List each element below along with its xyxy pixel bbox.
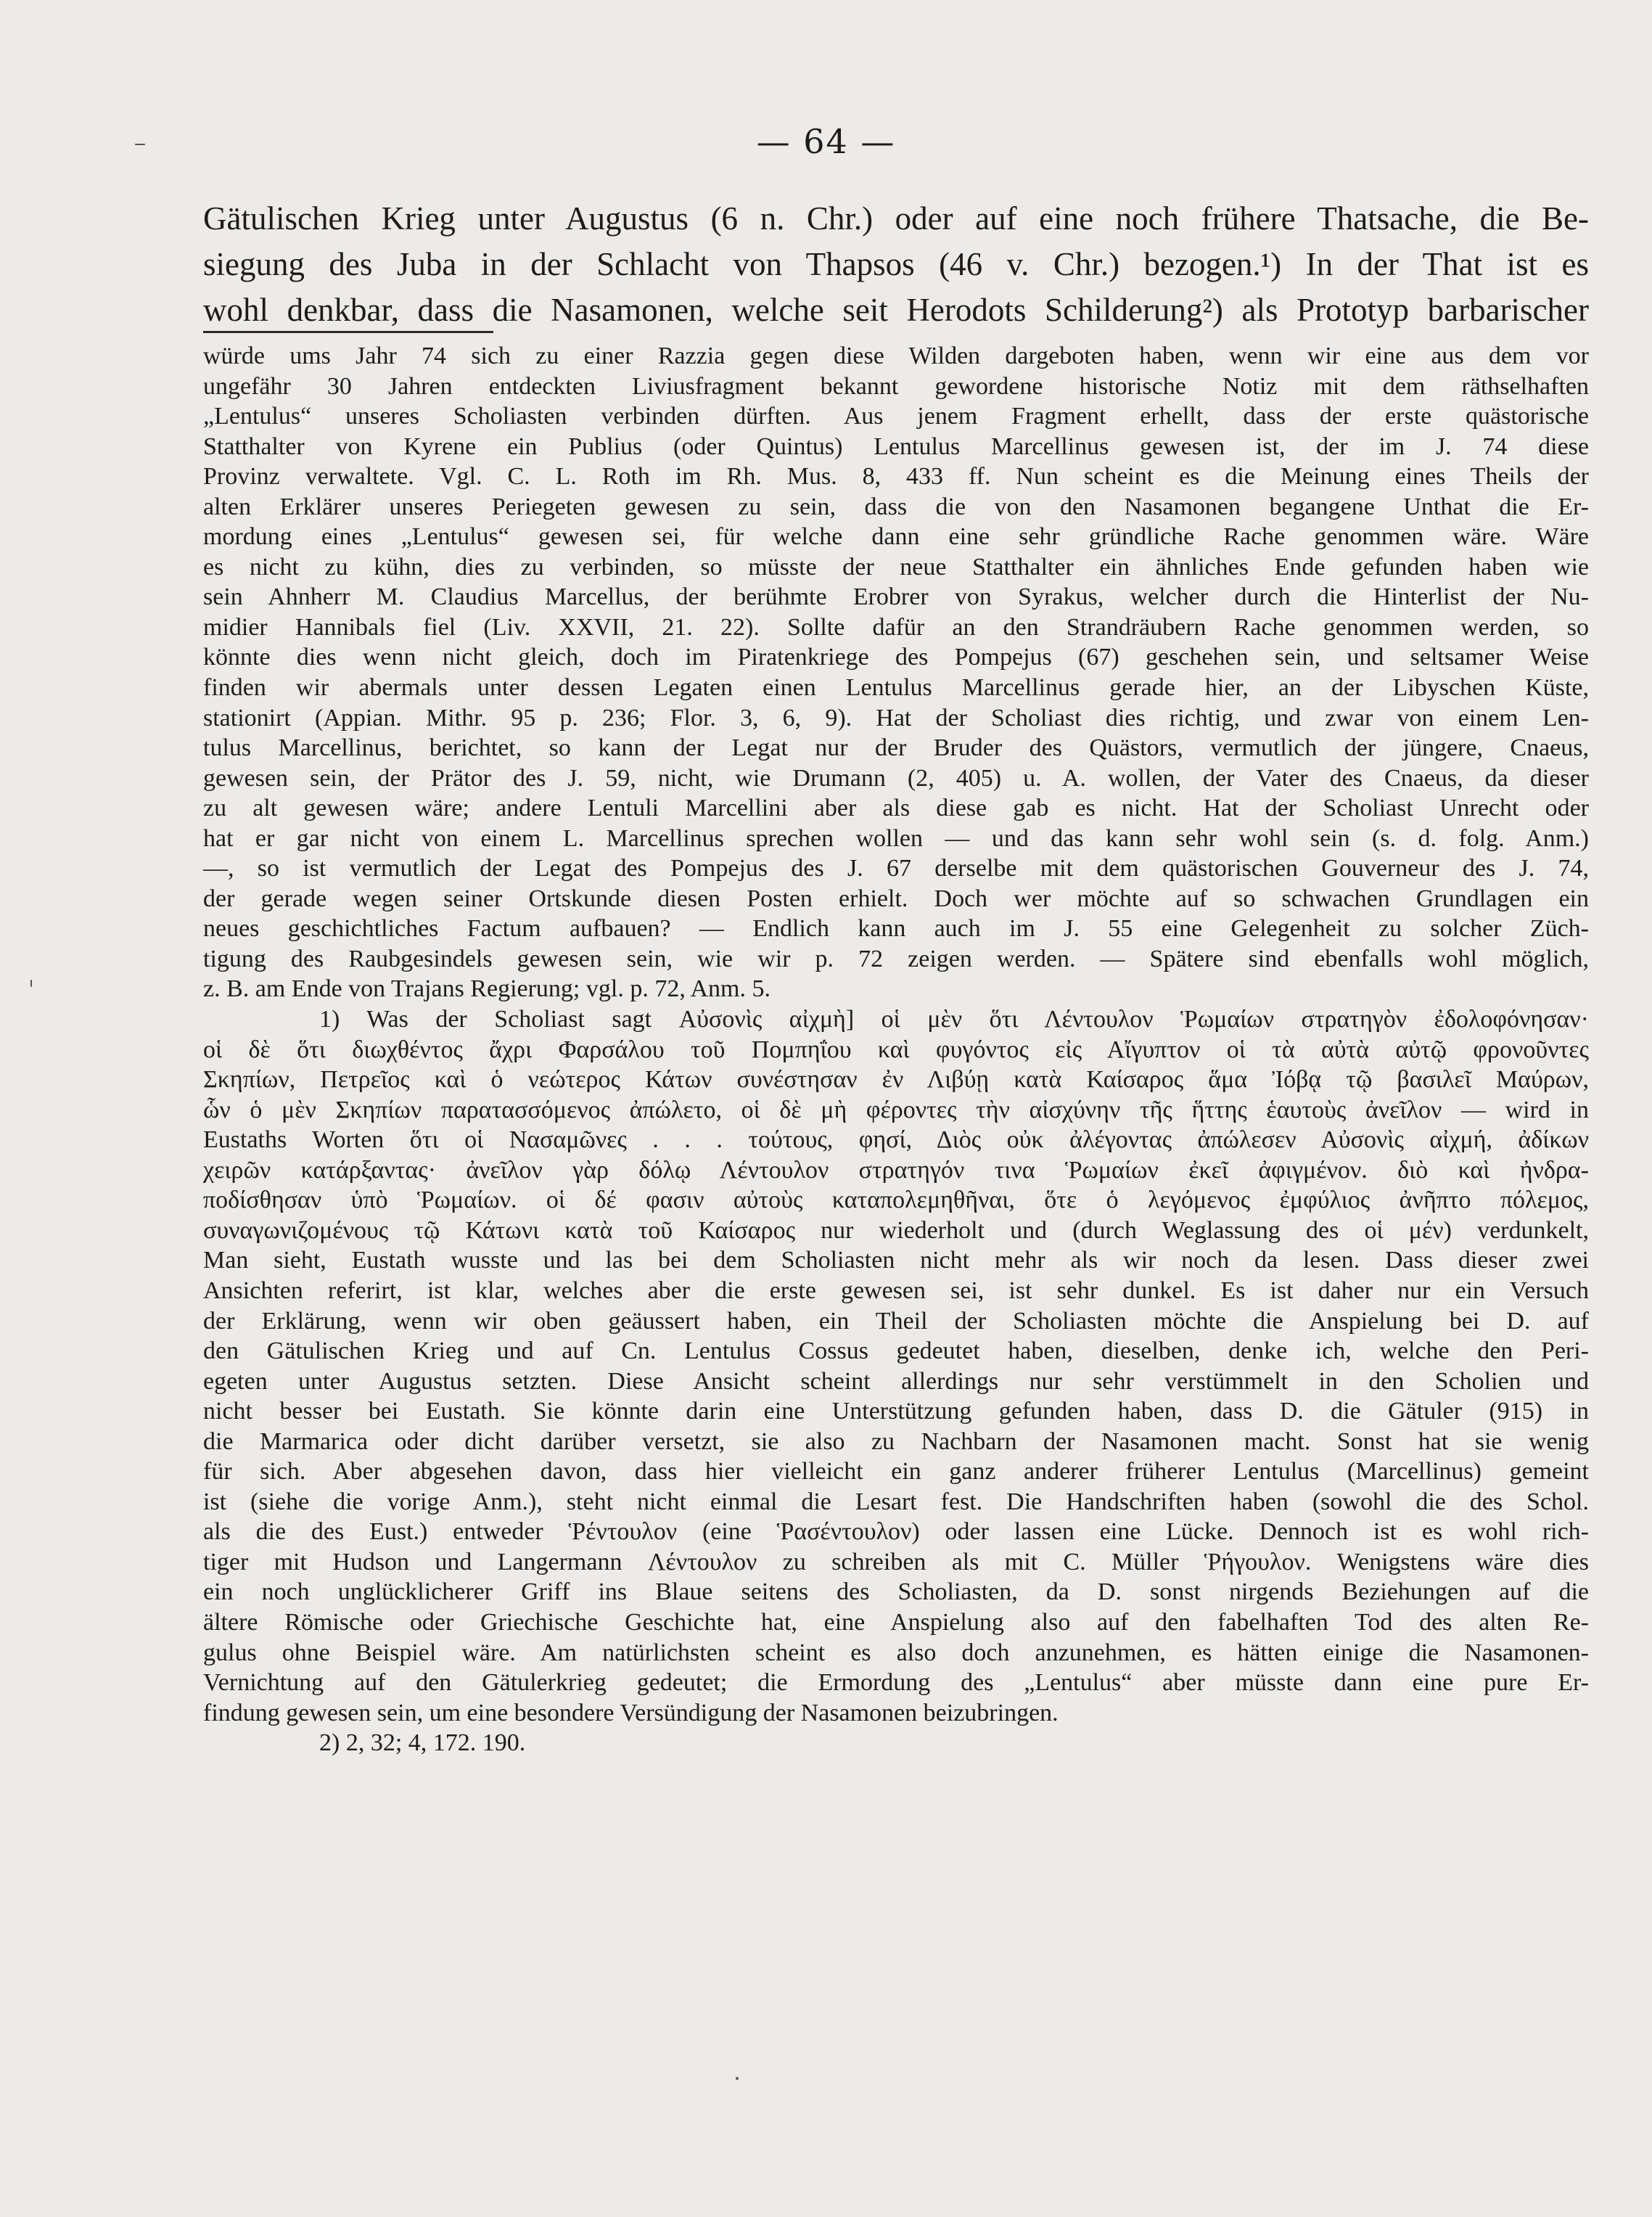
- note1-line: ist (siehe die vorige Anm.), steht nicht einmal die Lesart fest. Die Handschriften haben (sowohl die des Schol.: [203, 1488, 1589, 1515]
- footnote-line: zu alt gewesen wäre; andere Lentuli Marcellini aber als diese gab es nicht. Hat der Scholiast Unrecht oder: [203, 795, 1589, 822]
- note1-line: συναγωνιζομένους τῷ Κάτωνι κατὰ τοῦ Καίσαρος nur wiederholt und (durch Weglassung des οἱ μέν) verdunkelt,: [203, 1216, 1589, 1244]
- note1-line: als die des Eust.) entweder Ῥέντουλον (eine Ῥασέντουλον) oder lassen eine Lücke. Dennoch ist es wohl rich-: [203, 1518, 1589, 1546]
- footnotes: [203, 341, 1589, 1758]
- footnote-line: tigung des Raubgesindels gewesen sein, wie wir p. 72 zeigen werden. — Spätere sind ebenfalls wohl möglich,: [203, 945, 1589, 972]
- main-text-line: Gätulischen Krieg unter Augustus (6 n. Chr.) oder auf eine noch frühere Thatsache, die Be-: [203, 200, 1589, 237]
- note1-line: Vernichtung auf den Gätulerkrieg gedeutet; die Ermordung des „Lentulus“ aber müsste dann eine pure Er-: [203, 1669, 1589, 1697]
- footnote-line: tulus Marcellinus, berichtet, so kann der Legat nur der Bruder des Quästors, vermutlich der jüngere, Cnaeus,: [203, 734, 1589, 762]
- note1-line: ποδίσθησαν ὑπὸ Ῥωμαίων. οἱ δέ φασιν αὐτοὺς καταπολεμηθῆναι, ὅτε ὁ λεγόμενος ἐμφύλιος ἀνῆπτο πόλεμος,: [203, 1187, 1589, 1214]
- footnote-line: neues geschichtliches Factum aufbauen? — Endlich kann auch im J. 55 eine Gelegenheit zu solcher Züch-: [203, 915, 1589, 943]
- page-number: — 64 —: [756, 122, 896, 161]
- note1-line: Eustaths Worten ὅτι οἱ Νασαμῶνες . . . τούτους, φησί, Διὸς οὐκ ἀλέγοντας ἀπώλεσεν Αὐσονὶς αἰχμή, ἀδίκων: [203, 1126, 1589, 1154]
- note1-line: Σκηπίων, Πετρεῖος καὶ ὁ νεώτερος Κάτων συνέστησαν ἐν Λιβύῃ κατὰ Καίσαρος ἅμα Ἰόβᾳ τῷ βασιλεῖ Μαύρων,: [203, 1066, 1589, 1094]
- note1-line: οἱ δὲ ὅτι διωχθέντος ἄχρι Φαρσάλου τοῦ Πομπηΐου καὶ φυγόντος εἰς Αἴγυπτον οἱ τὰ αὐτὰ αὐτῷ φρονοῦντες: [203, 1036, 1589, 1063]
- note1-line: findung gewesen sein, um eine besondere Versündigung der Nasamonen beizubringen.: [203, 1699, 1059, 1726]
- footnote-line: gewesen sein, der Prätor des J. 59, nicht, wie Drumann (2, 405) u. A. wollen, der Vater des Cnaeus, da dieser: [203, 764, 1589, 792]
- main-text-line: siegung des Juba in der Schlacht von Thapsos (46 v. Chr.) bezogen.¹) In der That ist es: [203, 246, 1589, 282]
- note1-line: ältere Römische oder Griechische Geschichte hat, eine Anspielung also auf den fabelhaften Tod des alten Re-: [203, 1608, 1589, 1636]
- main-text-line: wohl denkbar, dass die Nasamonen, welche seit Herodots Schilderung²) als Prototyp barbarischer: [203, 292, 1589, 328]
- ink-speck: [30, 980, 32, 987]
- note1-line: für sich. Aber abgesehen davon, dass hier vielleicht ein ganz anderer früherer Lentulus (Marcellinus) gemeint: [203, 1458, 1589, 1485]
- note1-line: χειρῶν κατάρξαντας· ἀνεῖλον γὰρ δόλῳ Λέντουλον στρατηγόν τινα Ῥωμαίων ἐκεῖ ἀφιγμένον. διὸ καὶ ἠνδρα-: [203, 1156, 1589, 1184]
- footnote-line: könnte dies wenn nicht gleich, doch im Piratenkriege des Pompejus (67) geschehen sein, und seltsamer Weise: [203, 644, 1589, 671]
- footnote-line: alten Erklärer unseres Periegeten gewesen zu sein, dass die von den Nasamonen begangene Unthat die Er-: [203, 493, 1589, 520]
- note1-line: ein noch unglücklicherer Griff ins Blaue seitens des Scholiasten, da D. sonst nirgends Beziehungen auf die: [203, 1578, 1589, 1606]
- note2-line: 2) 2, 32; 4, 172. 190.: [319, 1729, 526, 1757]
- footnote-line: Provinz verwaltete. Vgl. C. L. Roth im Rh. Mus. 8, 433 ff. Nun scheint es die Meinung eines Theils der: [203, 463, 1589, 491]
- note1-line: die Marmarica oder dicht darüber versetzt, sie also zu Nachbarn der Nasamonen macht. Sonst hat sie wenig: [203, 1427, 1589, 1455]
- note1-line: egeten unter Augustus setzten. Diese Ansicht scheint allerdings nur sehr verstümmelt in den Scholien und: [203, 1367, 1589, 1395]
- footnote-line: würde ums Jahr 74 sich zu einer Razzia gegen diese Wilden dargeboten haben, wenn wir eine aus dem vor: [203, 343, 1589, 369]
- main-text: [203, 196, 1589, 333]
- note1-line: den Gätulischen Krieg und auf Cn. Lentulus Cossus gedeutet haben, dieselben, denke ich, welche den Peri-: [203, 1337, 1589, 1365]
- note1-line: gulus ohne Beispiel wäre. Am natürlichsten scheint es also doch anzunehmen, es hätten einige die Nasamonen-: [203, 1639, 1589, 1666]
- ink-speck: [135, 144, 145, 145]
- note1-line: Ansichten referirt, ist klar, welches aber die erste gewesen sei, ist sehr dunkel. Es ist daher nur ein Versuch: [203, 1276, 1589, 1304]
- note1-line: tiger mit Hudson und Langermann Λέντουλον zu schreiben als mit C. Müller Ῥήγουλον. Wenigstens wäre dies: [203, 1548, 1589, 1575]
- footnote-line: „Lentulus“ unseres Scholiasten verbinden dürften. Aus jenem Fragment erhellt, dass der erste quästorische: [203, 403, 1589, 430]
- footnote-line: ungefähr 30 Jahren entdeckten Liviusfragment bekannt gewordene historische Notiz mit dem räthselhaften: [203, 372, 1589, 400]
- footnote-line: stationirt (Appian. Mithr. 95 p. 236; Flor. 3, 6, 9). Hat der Scholiast dies richtig, und zwar von einem Len-: [203, 704, 1589, 732]
- footnote-line: mordung eines „Lentulus“ gewesen sei, für welche dann eine sehr gründliche Rache genommen wäre. Wäre: [203, 523, 1589, 551]
- ink-speck: [736, 2077, 739, 2080]
- footnote-line: —, so ist vermutlich der Legat des Pompejus des J. 67 derselbe mit dem quästorischen Gouverneur des J. 74,: [203, 855, 1589, 882]
- footnote-line: der gerade wegen seiner Ortskunde diesen Posten erhielt. Doch wer möchte auf so schwachen Grundlagen ein: [203, 885, 1589, 912]
- footnote-line: hat er gar nicht von einem L. Marcellinus sprechen wollen — und das kann sehr wohl sein (s. d. folg. Anm.): [203, 824, 1589, 852]
- footnote-line: sein Ahnherr M. Claudius Marcellus, der berühmte Erobrer von Syrakus, welcher durch die Hinterlist der Nu-: [203, 583, 1589, 611]
- note1-line: nicht besser bei Eustath. Sie könnte darin eine Unterstützung gefunden haben, dass D. die Gätuler (915) in: [203, 1398, 1589, 1425]
- note1-line: der Erklärung, wenn wir oben geäussert haben, ein Theil der Scholiasten möchte die Anspielung bei D. auf: [203, 1307, 1589, 1335]
- footnote-line: Statthalter von Kyrene ein Publius (oder Quintus) Lentulus Marcellinus gewesen ist, der im J. 74 diese: [203, 433, 1589, 460]
- note1-line: Man sieht, Eustath wusste und las bei dem Scholiasten nicht mehr als wir noch da lesen. Dass dieser zwei: [203, 1247, 1589, 1274]
- note1-line: 1) Was der Scholiast sagt Αὐσονὶς αἰχμὴ] οἱ μὲν ὅτι Λέντουλον Ῥωμαίων στρατηγὸν ἐδολοφόνησαν·: [319, 1006, 1589, 1033]
- footnote-line: z. B. am Ende von Trajans Regierung; vgl. p. 72, Anm. 5.: [203, 975, 770, 1003]
- footnote-separator-rule: [203, 331, 493, 333]
- footnote-line: es nicht zu kühn, dies zu verbinden, so müsste der neue Statthalter ein ähnliches Ende gefunden haben wie: [203, 553, 1589, 581]
- footnote-line: midier Hannibals fiel (Liv. XXVII, 21. 22). Sollte dafür an den Strandräubern Rache genommen werden, so: [203, 613, 1589, 641]
- note1-line: ὧν ὁ μὲν Σκηπίων παρατασσόμενος ἀπώλετο, οἱ δὲ μὴ φέροντες τὴν αἰσχύνην τῆς ἥττης ἑαυτοὺς ἀνεῖλον — wird in: [203, 1096, 1589, 1123]
- footnote-line: finden wir abermals unter dessen Legaten einen Lentulus Marcellinus gerade hier, an der Libyschen Küste,: [203, 674, 1589, 702]
